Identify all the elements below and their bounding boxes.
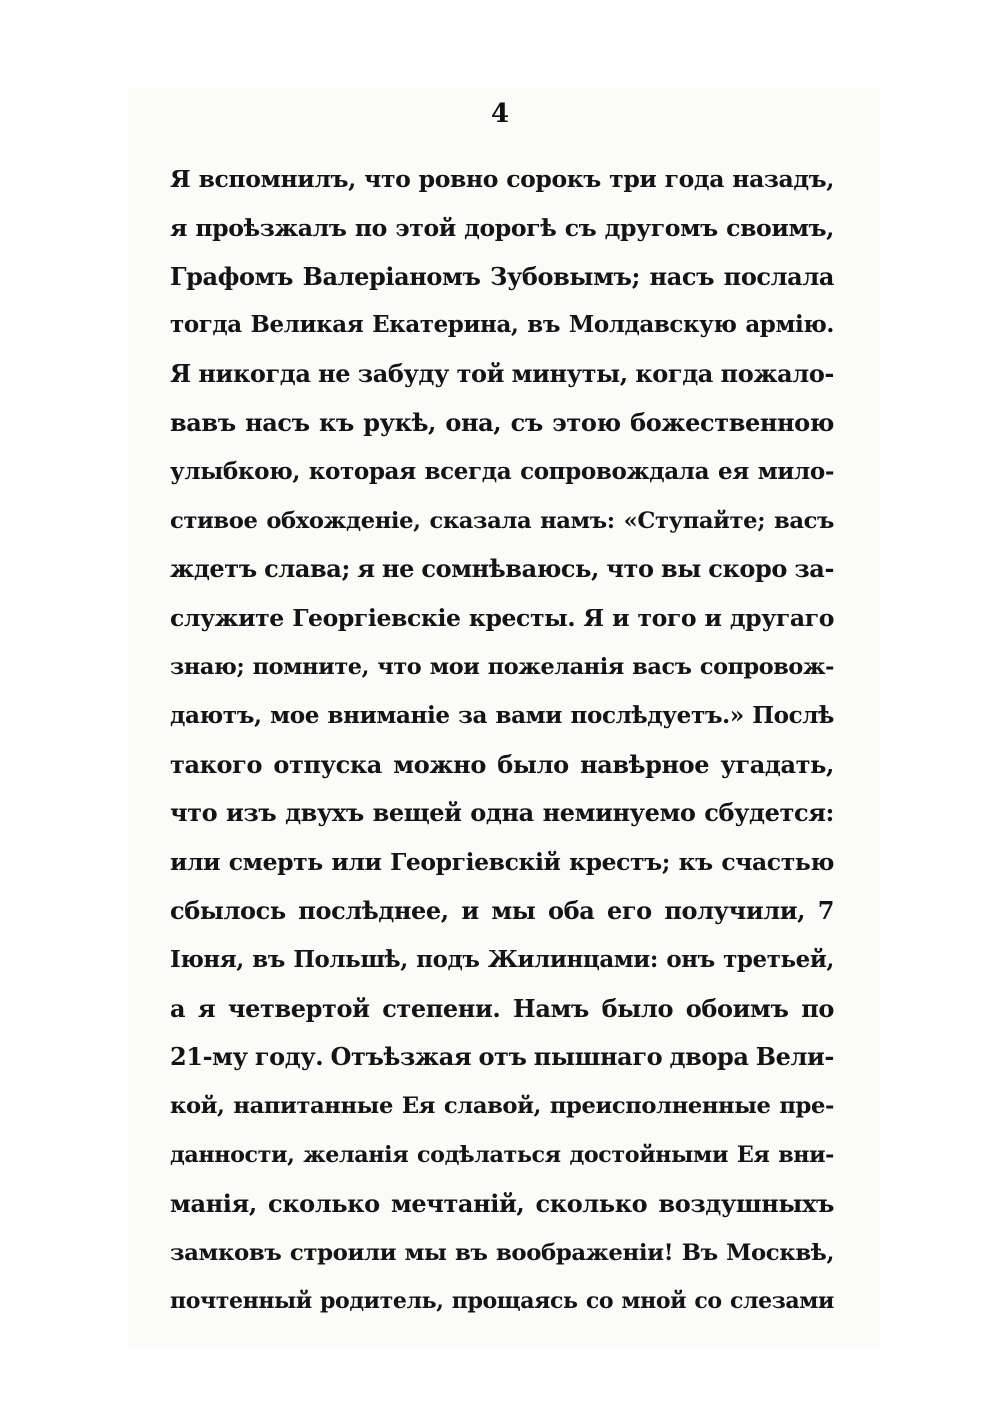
text-line: стивое обхожденіе, сказала намъ: «Ступайте; васъ xyxy=(170,507,834,534)
text-line: Іюня, въ Польшѣ, подъ Жилинцами: онъ третьей, xyxy=(170,945,834,973)
text-line: а я четвертой степени. Намъ было обоимъ по xyxy=(170,993,834,1023)
text-line: 21-му году. Отъѣзжая отъ пышнаго двора Вели- xyxy=(170,1042,834,1072)
text-line: даютъ, мое вниманіе за вами послѣдуетъ.» Послѣ xyxy=(170,701,834,729)
text-line: Графомъ Валеріаномъ Зубовымъ; насъ послала xyxy=(170,261,834,291)
text-line: такого отпуска можно было навѣрное угадать, xyxy=(170,749,834,779)
text-line: что изъ двухъ вещей одна неминуемо сбудется: xyxy=(170,798,834,828)
text-line: сбылось послѣднее, и мы оба его получили, 7 xyxy=(170,895,834,925)
text-line: служите Георгіевскіе кресты. Я и того и другаго xyxy=(170,604,834,633)
text-line: Я вспомнилъ, что ровно сорокъ три года назадъ, xyxy=(170,165,834,193)
text-line: замковъ строили мы въ воображеніи! Въ Москвѣ, xyxy=(170,1239,834,1266)
text-line: манія, сколько мечтаній, сколько воздушныхъ xyxy=(170,1188,834,1218)
text-line: ждетъ слава; я не сомнѣваюсь, что вы скоро за- xyxy=(170,554,834,584)
text-line: улыбкою, которая всегда сопровождала ея мило- xyxy=(170,457,834,485)
text-line: знаю; помните, что мои пожеланія васъ сопровож- xyxy=(170,653,834,680)
page-number: 4 xyxy=(490,99,510,129)
text-line: почтенный родитель, прощаясь со мной со слезами xyxy=(170,1288,834,1315)
text-line: тогда Великая Екатерина, въ Молдавскую армію. xyxy=(170,311,834,339)
text-line: я проѣзжалъ по этой дорогѣ съ другомъ своимъ, xyxy=(170,213,834,242)
body-text xyxy=(170,159,834,1330)
text-line: кой, напитанные Ея славой, преисполненные пре- xyxy=(170,1093,834,1120)
text-line: Я никогда не забуду той минуты, когда пожало- xyxy=(170,359,834,389)
text-line: или смерть или Георгіевскій крестъ; къ счастью xyxy=(170,848,834,877)
text-line: вавъ насъ къ рукѣ, она, съ этою божественною xyxy=(170,407,834,437)
text-line: данности, желанія содѣлаться достойными Ея вни- xyxy=(170,1141,834,1168)
